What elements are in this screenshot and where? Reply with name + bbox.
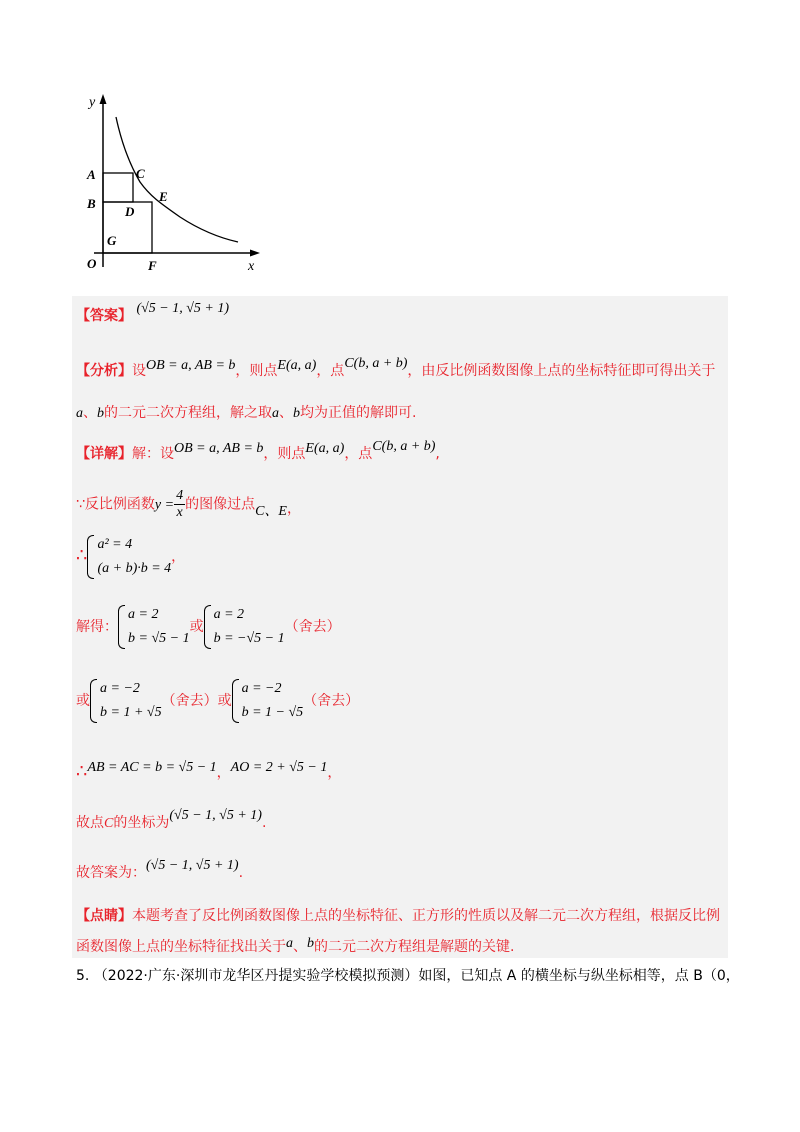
detail-line-5 (76, 677, 359, 725)
question-5-stem: 5. （2022·广东·深圳市龙华区丹提实验学校模拟预测）如图，已知点 A 的横坐标与纵坐标相等，点 B（0， (76, 968, 740, 984)
label-C: C (136, 166, 145, 181)
detail-math: OB = a, AB = b (174, 441, 264, 456)
comment-text: 的二元二次方程组是解题的关键. (314, 939, 515, 955)
analysis-text: 设 (132, 363, 146, 379)
system-line: b = 1 + √5 (100, 705, 162, 720)
analysis-text: 、 (83, 405, 97, 421)
fraction-denominator: x (176, 505, 183, 520)
comment-line-2 (76, 936, 514, 956)
analysis-tag: 【分析】 (76, 363, 132, 379)
detail-text: 故点 (76, 815, 104, 831)
analysis-math: b (97, 406, 104, 421)
system-line: b = √5 − 1 (128, 631, 190, 646)
y-axis-arrow (100, 94, 107, 104)
label-B: B (87, 196, 96, 211)
system-line: a² = 4 (97, 537, 133, 552)
detail-text: ，则点 (263, 446, 306, 462)
x-axis-arrow (250, 250, 260, 257)
fraction-4-over-x (174, 488, 185, 521)
detail-line-2 (76, 488, 301, 521)
detail-text: 或 (76, 693, 90, 709)
detail-text: 解：设 (132, 446, 174, 462)
label-A: A (87, 167, 96, 182)
comment-math: a (286, 936, 293, 951)
label-G: G (107, 233, 117, 248)
detail-line-4 (76, 603, 341, 651)
detail-text: （舍去） (284, 619, 341, 635)
hyperbola-curve (116, 117, 238, 242)
comment-text: 、 (293, 939, 307, 955)
label-D: D (125, 204, 135, 219)
detail-text: 或 (217, 693, 232, 709)
analysis-math: C(b, a + b) (344, 356, 408, 371)
equation-system (87, 533, 171, 581)
analysis-math: OB = a, AB = b (146, 358, 236, 373)
analysis-text: 的二元二次方程组，解之取 (104, 405, 272, 421)
label-E: E (159, 189, 168, 204)
detail-text: ∵反比例函数 (76, 496, 155, 513)
detail-tag: 【详解】 (76, 446, 132, 462)
answer-line (76, 301, 230, 325)
comment-line-1 (76, 905, 720, 925)
system-line: (a + b)·b = 4 (97, 561, 172, 576)
system-line: b = −√5 − 1 (213, 631, 285, 646)
solution-1 (118, 603, 190, 651)
analysis-math: b (293, 406, 300, 421)
detail-text: ， (171, 549, 186, 565)
detail-line-3 (76, 533, 185, 581)
therefore-symbol: ∴ (76, 545, 88, 566)
detail-math: AB = AC = b = √5 − 1 (87, 760, 217, 775)
fraction-numerator: 4 (176, 488, 184, 503)
therefore-symbol: ∴ (76, 761, 88, 782)
analysis-line-2 (76, 402, 416, 422)
detail-line-8 (76, 858, 244, 882)
analysis-math: a (272, 406, 279, 421)
detail-text: ， (327, 765, 342, 781)
solution-3 (90, 677, 162, 725)
label-F: F (148, 258, 157, 273)
comment-math: b (307, 936, 314, 951)
detail-math: y = (154, 497, 175, 513)
comment-tag: 【点睛】 (76, 908, 132, 924)
coordinate-figure (80, 90, 270, 275)
detail-line-6 (76, 755, 342, 782)
detail-math: C、E (255, 503, 287, 519)
analysis-text: 均为正值的解即可. (300, 405, 417, 421)
analysis-text: ，由反比例函数图像上点的坐标特征即可得出关于 (407, 363, 716, 379)
detail-text: . (238, 865, 244, 881)
detail-text: 的坐标为 (113, 815, 170, 831)
detail-text: 解得： (76, 619, 118, 635)
detail-text: ， (216, 765, 231, 781)
system-line: a = 2 (213, 607, 245, 622)
analysis-text: 、 (279, 405, 293, 421)
label-x: x (248, 259, 255, 274)
detail-math: (√5 − 1, √5 + 1) (169, 808, 262, 823)
solution-4 (232, 677, 304, 725)
detail-text: 的图像过点 (185, 496, 256, 513)
analysis-text: ，点 (316, 363, 345, 379)
detail-math: C (104, 816, 114, 831)
detail-text: 或 (189, 619, 204, 635)
detail-math: E(a, a) (305, 441, 345, 456)
detail-math: (√5 − 1, √5 + 1) (146, 858, 239, 873)
detail-text: ，点 (344, 446, 373, 462)
answer-tag: 【答案】 (76, 308, 132, 324)
square-ACDB (103, 173, 133, 202)
detail-text: , (435, 446, 440, 462)
detail-text: 故答案为： (76, 865, 146, 881)
detail-line-1 (76, 439, 440, 463)
answer-value: (√5 − 1, √5 + 1) (136, 301, 230, 316)
detail-text: （舍去） (161, 693, 218, 709)
label-y: y (89, 95, 96, 110)
solution-2 (204, 603, 285, 651)
analysis-math: a (76, 406, 83, 421)
comment-text: 本题考查了反比例函数图像上点的坐标特征、正方形的性质以及解二元二次方程组，根据反比例 (132, 908, 720, 924)
detail-text: （舍去） (303, 693, 360, 709)
system-line: b = 1 − √5 (241, 705, 304, 720)
analysis-math: E(a, a) (277, 358, 317, 373)
label-O: O (87, 256, 97, 271)
detail-line-7 (76, 808, 267, 832)
detail-text: . (261, 815, 267, 831)
system-line: a = 2 (128, 607, 159, 622)
analysis-text: ，则点 (235, 363, 278, 379)
detail-math: AO = 2 + √5 − 1 (230, 760, 328, 775)
detail-math: C(b, a + b) (372, 439, 436, 454)
comment-text: 函数图像上点的坐标特征找出关于 (76, 939, 286, 955)
system-line: a = −2 (241, 681, 282, 696)
system-line: a = −2 (100, 681, 140, 696)
detail-text: ， (286, 500, 301, 517)
analysis-line-1 (76, 356, 716, 380)
